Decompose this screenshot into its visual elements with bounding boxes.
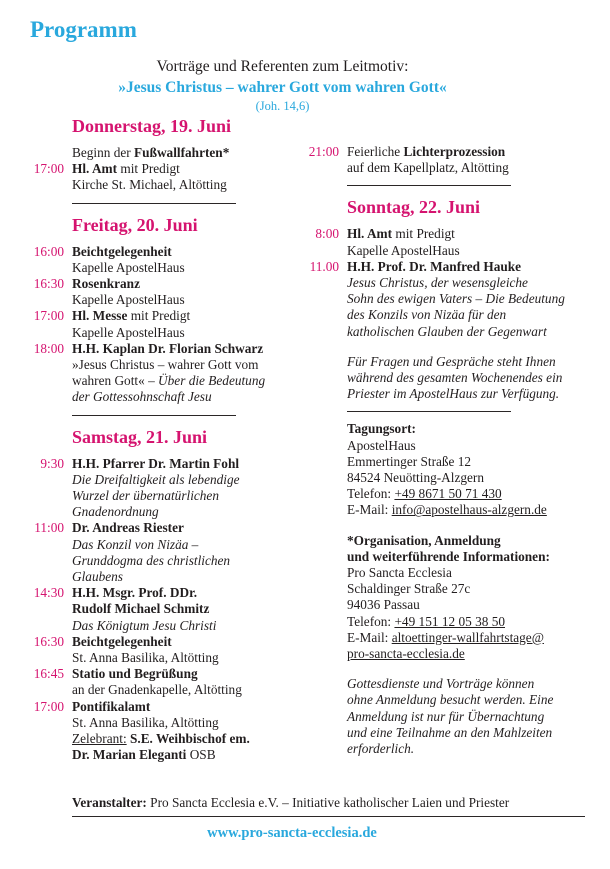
schedule-row bbox=[28, 472, 303, 488]
text-segment: Anmeldung ist nur für Übernachtung bbox=[347, 708, 545, 724]
schedule-row bbox=[28, 292, 303, 308]
text-segment: Hl. Amt bbox=[347, 226, 393, 242]
entry-text bbox=[347, 549, 595, 565]
entry-text bbox=[347, 646, 595, 662]
entry-time bbox=[303, 549, 339, 565]
entry-text bbox=[347, 486, 595, 502]
day-heading-donnerstag: Donnerstag, 19. Juni bbox=[72, 116, 232, 136]
email-link[interactable]: pro-sancta-ecclesia.de bbox=[347, 646, 465, 662]
text-segment: Rosenkranz bbox=[72, 276, 140, 292]
schedule-row bbox=[28, 308, 303, 324]
entry-text bbox=[347, 291, 595, 307]
text-segment: St. Anna Basilika, Altötting bbox=[72, 714, 219, 730]
text-segment: Kirche St. Michael, Altötting bbox=[72, 177, 227, 193]
schedule-row bbox=[303, 692, 595, 708]
entry-time: 9:30 bbox=[40, 455, 64, 471]
entry-text bbox=[347, 676, 595, 692]
entry-text bbox=[347, 502, 595, 518]
schedule-row bbox=[28, 276, 303, 292]
website-link[interactable]: www.pro-sancta-ecclesia.de bbox=[207, 825, 377, 841]
venue-address-block bbox=[303, 421, 595, 518]
schedule-row bbox=[303, 307, 595, 323]
entry-text bbox=[72, 292, 303, 308]
entry-time bbox=[303, 307, 339, 323]
entry-time bbox=[303, 160, 339, 176]
entry-time bbox=[28, 472, 64, 488]
schedule-row bbox=[28, 325, 303, 341]
entry-text bbox=[72, 553, 303, 569]
entry-time bbox=[303, 438, 339, 454]
entry-time: 17:00 bbox=[33, 161, 64, 177]
schedule-row bbox=[303, 438, 595, 454]
entry-time bbox=[303, 581, 339, 597]
text-segment: Pro Sancta Ecclesia bbox=[347, 565, 452, 581]
schedule-row bbox=[28, 553, 303, 569]
text-segment: Pontifikalamt bbox=[72, 698, 151, 714]
entry-time bbox=[303, 630, 339, 646]
text-segment: Beichtgelegenheit bbox=[72, 243, 172, 259]
entry-text bbox=[72, 357, 303, 373]
schedule-row bbox=[303, 243, 595, 259]
sonntag-rows bbox=[303, 226, 595, 339]
schedule-row bbox=[28, 504, 303, 520]
text-segment: 84524 Neuötting-Alzgern bbox=[347, 470, 485, 486]
text-segment: Dr. Andreas Riester bbox=[72, 520, 184, 536]
organisation-contact-block bbox=[303, 533, 595, 663]
entry-text bbox=[347, 725, 595, 741]
schedule-row bbox=[303, 549, 595, 565]
text-segment: an der Gnadenkapelle, Altötting bbox=[72, 682, 242, 698]
entry-text bbox=[72, 389, 303, 405]
entry-text bbox=[72, 747, 303, 763]
entry-time bbox=[28, 553, 64, 569]
entry-time bbox=[303, 676, 339, 692]
text-segment: der Gottessohnschaft Jesu bbox=[72, 389, 212, 405]
text-segment: Das Konzil von Nizäa – bbox=[72, 536, 199, 552]
entry-time bbox=[28, 389, 64, 405]
lead-block bbox=[30, 57, 535, 114]
schedule-row bbox=[303, 597, 595, 613]
entry-text bbox=[72, 731, 303, 747]
text-segment: auf dem Kapellplatz, Altötting bbox=[347, 160, 509, 176]
entry-text bbox=[72, 650, 303, 666]
phone-link[interactable]: +49 8671 50 71 430 bbox=[394, 486, 502, 502]
entry-text bbox=[72, 520, 303, 536]
entry-text bbox=[72, 276, 303, 292]
entry-time: 14:30 bbox=[33, 585, 64, 601]
text-segment: wahren Gott« – bbox=[72, 373, 159, 389]
entry-time: 17:00 bbox=[33, 698, 64, 714]
left-column bbox=[28, 114, 303, 764]
freitag-rows bbox=[28, 244, 303, 406]
entry-time bbox=[28, 488, 64, 504]
entry-time bbox=[303, 741, 339, 757]
schedule-row bbox=[28, 244, 303, 260]
schedule-row bbox=[28, 357, 303, 373]
schedule-row bbox=[303, 470, 595, 486]
entry-text bbox=[347, 144, 595, 160]
entry-text bbox=[347, 692, 595, 708]
entry-time bbox=[303, 243, 339, 259]
entry-time bbox=[303, 565, 339, 581]
entry-time bbox=[28, 682, 64, 698]
entry-time bbox=[28, 177, 64, 193]
entry-text bbox=[347, 370, 595, 386]
entry-time bbox=[303, 597, 339, 613]
entry-text bbox=[72, 537, 303, 553]
entry-text bbox=[347, 630, 595, 646]
schedule-row bbox=[28, 682, 303, 698]
schedule-row bbox=[28, 585, 303, 601]
entry-time bbox=[303, 533, 339, 549]
schedule-row bbox=[28, 601, 303, 617]
entry-time bbox=[28, 618, 64, 634]
text-segment: H.H. Prof. Dr. Manfred Hauke bbox=[347, 258, 522, 274]
entry-text bbox=[347, 160, 595, 176]
lichterprozession-rows bbox=[303, 144, 595, 176]
schedule-row bbox=[303, 354, 595, 370]
text-segment: und eine Teilnahme an den Mahlzeiten bbox=[347, 724, 553, 740]
text-segment: Lichterprozession bbox=[403, 144, 506, 159]
text-segment: *Organisation, Anmeldung bbox=[347, 532, 501, 548]
schedule-row bbox=[28, 341, 303, 357]
text-segment: mit Predigt bbox=[127, 308, 191, 324]
text-segment: Kapelle ApostelHaus bbox=[72, 259, 185, 275]
entry-time bbox=[28, 650, 64, 666]
entry-time bbox=[303, 421, 339, 437]
text-segment: H.H. Pfarrer Dr. Martin Fohl bbox=[72, 455, 240, 471]
text-segment: E-Mail: bbox=[347, 502, 392, 518]
text-segment: und weiterführende Informationen: bbox=[347, 548, 550, 564]
text-segment: Für Fragen und Gespräche steht Ihnen bbox=[347, 353, 556, 369]
text-segment: Emmertinger Straße 12 bbox=[347, 453, 472, 469]
entry-text bbox=[347, 454, 595, 470]
entry-time bbox=[303, 470, 339, 486]
schedule-row bbox=[303, 160, 595, 176]
schedule-row bbox=[303, 454, 595, 470]
entry-time bbox=[28, 373, 64, 389]
text-segment: Kapelle ApostelHaus bbox=[72, 292, 185, 308]
entry-text bbox=[347, 259, 595, 275]
entry-text bbox=[72, 666, 303, 682]
text-segment: Die Dreifaltigkeit als lebendige bbox=[72, 471, 240, 487]
organizer-text: Pro Sancta Ecclesia e.V. – Initiative katholischer Laien und Priester bbox=[146, 795, 510, 810]
phone-link[interactable]: +49 151 12 05 38 50 bbox=[394, 613, 505, 629]
text-segment: Fußwallfahrten* bbox=[134, 145, 230, 160]
entry-text bbox=[72, 634, 303, 650]
entry-time bbox=[303, 646, 339, 662]
entry-time bbox=[303, 386, 339, 402]
text-segment: Beichtgelegenheit bbox=[72, 633, 172, 649]
schedule-row bbox=[303, 259, 595, 275]
text-segment: OSB bbox=[186, 747, 216, 763]
section-divider bbox=[347, 411, 511, 412]
entry-text bbox=[347, 226, 595, 242]
entry-text bbox=[347, 470, 595, 486]
schedule-row bbox=[28, 373, 303, 389]
entry-text bbox=[347, 243, 595, 259]
text-segment: Hl. Amt bbox=[72, 161, 118, 177]
schedule-row bbox=[303, 741, 595, 757]
entry-time bbox=[28, 601, 64, 617]
text-segment: Rudolf Michael Schmitz bbox=[72, 601, 210, 617]
section-divider bbox=[72, 203, 236, 204]
entry-text bbox=[72, 325, 303, 341]
schedule-row bbox=[28, 488, 303, 504]
text-segment: Gottesdienste und Vorträge können bbox=[347, 676, 535, 692]
entry-text bbox=[347, 533, 595, 549]
schedule-row bbox=[28, 177, 303, 193]
entry-text bbox=[72, 715, 303, 731]
entry-time: 21:00 bbox=[308, 144, 339, 159]
text-segment: Tagungsort: bbox=[347, 421, 416, 437]
text-segment: katholischen Glauben der Gegenwart bbox=[347, 323, 547, 339]
schedule-row bbox=[28, 520, 303, 536]
text-segment: Zelebrant: bbox=[72, 731, 127, 747]
schedule-row bbox=[303, 324, 595, 340]
text-segment: 94036 Passau bbox=[347, 597, 420, 613]
schedule-columns bbox=[28, 114, 595, 764]
text-segment: Wurzel der übernatürlichen bbox=[72, 488, 219, 504]
schedule-row bbox=[28, 145, 303, 161]
entry-text bbox=[72, 161, 303, 177]
samstag-rows bbox=[28, 456, 303, 764]
entry-time bbox=[303, 486, 339, 502]
entry-time bbox=[28, 537, 64, 553]
schedule-row bbox=[303, 226, 595, 242]
schedule-row bbox=[303, 646, 595, 662]
schedule-row bbox=[303, 709, 595, 725]
entry-time: 16:00 bbox=[33, 243, 64, 259]
entry-text bbox=[347, 597, 595, 613]
schedule-row bbox=[28, 715, 303, 731]
schedule-row bbox=[303, 144, 595, 160]
entry-text bbox=[347, 709, 595, 725]
section-divider bbox=[347, 185, 511, 186]
entry-text bbox=[347, 438, 595, 454]
entry-text bbox=[72, 585, 303, 601]
entry-text bbox=[72, 373, 303, 389]
text-segment: Kapelle ApostelHaus bbox=[347, 242, 460, 258]
text-segment: des Konzils von Nizäa für den bbox=[347, 307, 507, 323]
entry-time bbox=[28, 731, 64, 747]
entry-time: 11:00 bbox=[34, 520, 64, 536]
entry-time: 17:00 bbox=[33, 308, 64, 324]
entry-text bbox=[72, 260, 303, 276]
entry-time bbox=[28, 747, 64, 763]
page-title: Programm bbox=[30, 17, 137, 42]
text-segment: St. Anna Basilika, Altötting bbox=[72, 650, 219, 666]
entry-text bbox=[72, 699, 303, 715]
entry-time bbox=[303, 275, 339, 291]
lead-motto: »Jesus Christus – wahrer Gott vom wahren Gott« bbox=[118, 79, 447, 96]
entry-text bbox=[347, 307, 595, 323]
schedule-row bbox=[303, 676, 595, 692]
schedule-row bbox=[303, 581, 595, 597]
entry-text bbox=[72, 682, 303, 698]
text-segment: Das Königtum Jesu Christi bbox=[72, 617, 217, 633]
entry-time bbox=[303, 614, 339, 630]
schedule-row bbox=[303, 275, 595, 291]
text-segment: ApostelHaus bbox=[347, 437, 416, 453]
schedule-row bbox=[303, 370, 595, 386]
entry-time bbox=[28, 504, 64, 520]
entry-time: 11.00 bbox=[309, 258, 339, 274]
text-segment: Grunddogma des christlichen bbox=[72, 552, 231, 568]
entry-time bbox=[303, 324, 339, 340]
text-segment: mit Predigt bbox=[117, 161, 180, 177]
entry-time bbox=[28, 715, 64, 731]
entry-time bbox=[28, 357, 64, 373]
entry-text bbox=[347, 354, 595, 370]
text-segment: Priester im ApostelHaus zur Verfügung. bbox=[347, 386, 560, 402]
schedule-row bbox=[28, 389, 303, 405]
text-segment: Glaubens bbox=[72, 569, 123, 585]
entry-text bbox=[72, 145, 303, 161]
entry-time bbox=[303, 354, 339, 370]
schedule-row bbox=[28, 650, 303, 666]
entry-text bbox=[72, 244, 303, 260]
text-segment: Kapelle ApostelHaus bbox=[72, 324, 185, 340]
organizer-label: Veranstalter: bbox=[72, 795, 147, 810]
entry-text bbox=[72, 618, 303, 634]
entry-text bbox=[72, 472, 303, 488]
entry-time bbox=[28, 325, 64, 341]
entry-text bbox=[347, 275, 595, 291]
text-segment: Feierliche bbox=[347, 144, 404, 159]
lead-motto-intro: Vorträge und Referenten zum Leitmotiv: bbox=[156, 58, 409, 75]
schedule-row bbox=[28, 569, 303, 585]
text-segment: während des gesamten Wochenendes ein bbox=[347, 370, 563, 386]
right-column bbox=[303, 114, 595, 764]
entry-text bbox=[72, 569, 303, 585]
schedule-row bbox=[303, 421, 595, 437]
entry-time: 16:30 bbox=[33, 633, 64, 649]
registration-note bbox=[303, 676, 595, 757]
entry-time bbox=[303, 725, 339, 741]
text-segment: E-Mail: bbox=[347, 629, 392, 645]
entry-time: 16:45 bbox=[33, 666, 64, 682]
entry-time bbox=[28, 145, 64, 161]
day-heading-freitag: Freitag, 20. Juni bbox=[72, 214, 198, 235]
entry-text bbox=[347, 741, 595, 757]
schedule-row bbox=[28, 618, 303, 634]
schedule-row bbox=[303, 614, 595, 630]
text-segment: erforderlich. bbox=[347, 741, 415, 757]
text-segment: Jesus Christus, der wesensgleiche bbox=[347, 275, 528, 291]
text-segment: mit Predigt bbox=[392, 226, 455, 242]
text-segment: Schaldinger Straße 27c bbox=[347, 581, 471, 597]
schedule-row bbox=[28, 666, 303, 682]
text-segment: Über die Bedeutung bbox=[158, 373, 266, 389]
email-link[interactable]: info@apostelhaus-alzgern.de bbox=[391, 502, 547, 518]
entry-time bbox=[28, 292, 64, 308]
schedule-row bbox=[303, 291, 595, 307]
text-segment: S.E. Weihbischof em. bbox=[129, 731, 250, 747]
schedule-row bbox=[303, 565, 595, 581]
entry-text bbox=[72, 601, 303, 617]
text-segment: Statio und Begrüßung bbox=[72, 666, 198, 682]
text-segment: H.H. Kaplan Dr. Florian Schwarz bbox=[72, 340, 264, 356]
text-segment: H.H. Msgr. Prof. DDr. bbox=[72, 585, 198, 601]
entry-time: 16:30 bbox=[33, 276, 64, 292]
entry-text bbox=[347, 581, 595, 597]
donnerstag-rows bbox=[28, 145, 303, 194]
organizer-line bbox=[72, 794, 585, 817]
text-segment: Sohn des ewigen Vaters – Die Bedeutung bbox=[347, 291, 565, 307]
entry-time bbox=[303, 291, 339, 307]
entry-text bbox=[347, 614, 595, 630]
entry-time bbox=[303, 454, 339, 470]
entry-time bbox=[28, 569, 64, 585]
text-segment: Telefon: bbox=[347, 613, 395, 629]
lead-bible-reference: (Joh. 14,6) bbox=[255, 99, 310, 113]
text-segment: Telefon: bbox=[347, 486, 395, 502]
schedule-row bbox=[28, 537, 303, 553]
schedule-row bbox=[303, 533, 595, 549]
entry-time bbox=[303, 370, 339, 386]
entry-text bbox=[347, 421, 595, 437]
schedule-row bbox=[303, 386, 595, 402]
text-segment: Gnadenordnung bbox=[72, 504, 159, 520]
entry-text bbox=[72, 488, 303, 504]
schedule-row bbox=[303, 502, 595, 518]
day-heading-samstag: Samstag, 21. Juni bbox=[72, 426, 208, 447]
text-segment: ohne Anmeldung besucht werden. Eine bbox=[347, 692, 554, 708]
schedule-row bbox=[28, 731, 303, 747]
entry-time bbox=[303, 709, 339, 725]
text-segment: Hl. Messe bbox=[72, 308, 128, 324]
email-link[interactable]: altoettinger-wallfahrtstage@ bbox=[391, 629, 544, 645]
entry-text bbox=[72, 341, 303, 357]
entry-time bbox=[28, 260, 64, 276]
entry-time bbox=[303, 502, 339, 518]
entry-text bbox=[347, 386, 595, 402]
schedule-row bbox=[28, 456, 303, 472]
entry-text bbox=[347, 565, 595, 581]
entry-text bbox=[72, 177, 303, 193]
text-segment: Beginn der bbox=[72, 145, 135, 160]
entry-time: 8:00 bbox=[315, 226, 339, 242]
schedule-row bbox=[303, 725, 595, 741]
schedule-row bbox=[28, 747, 303, 763]
schedule-row bbox=[28, 699, 303, 715]
entry-time bbox=[303, 692, 339, 708]
entry-text bbox=[72, 504, 303, 520]
schedule-row bbox=[303, 486, 595, 502]
schedule-row bbox=[303, 630, 595, 646]
entry-text bbox=[72, 308, 303, 324]
schedule-row bbox=[28, 634, 303, 650]
text-segment: Dr. Marian Eleganti bbox=[72, 747, 187, 763]
entry-time: 18:00 bbox=[33, 340, 64, 356]
entry-text bbox=[347, 324, 595, 340]
footer bbox=[72, 794, 585, 842]
day-heading-sonntag: Sonntag, 22. Juni bbox=[347, 197, 481, 218]
schedule-row bbox=[28, 161, 303, 177]
priest-availability-note bbox=[303, 354, 595, 403]
text-segment: »Jesus Christus – wahrer Gott vom bbox=[72, 357, 259, 373]
schedule-row bbox=[28, 260, 303, 276]
entry-text bbox=[72, 456, 303, 472]
section-divider bbox=[72, 415, 236, 416]
